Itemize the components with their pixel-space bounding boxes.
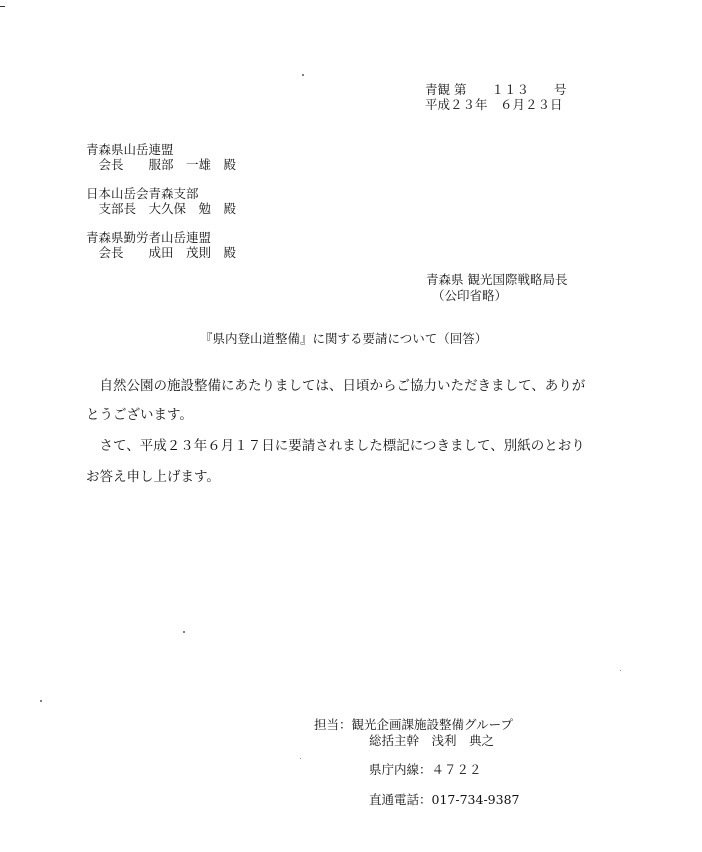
body-paragraph-1-line-1: 自然公園の施設整備にあたりましては、日頃からご協力いただきまして、ありが — [86, 378, 586, 394]
scan-speck — [302, 74, 304, 76]
scan-speck — [620, 670, 621, 671]
reference-number: 青観 第 １１３ 号 — [425, 82, 567, 97]
scan-edge-mark — [0, 6, 5, 7]
recipient-person-2: 支部長 大久保 勉 殿 — [86, 201, 237, 216]
contact-extension: 県庁内線：４７２２ — [369, 762, 482, 777]
body-paragraph-2-line-1: さて、平成２３年６月１７日に要請されました標記につきまして、別紙のとおり — [86, 438, 585, 454]
recipient-org-2: 日本山岳会青森支部 — [86, 186, 199, 201]
sender-title: 青森県 観光国際戦略局長 — [426, 272, 568, 287]
subject-line: 『県内登山道整備』に関する要請について（回答） — [200, 331, 488, 346]
recipient-person-3: 会長 成田 茂則 殿 — [86, 245, 237, 260]
contact-person: 総括主幹 浅利 典之 — [369, 733, 495, 748]
document-date: 平成２３年 ６月２３日 — [425, 97, 563, 112]
recipient-person-1: 会長 服部 一雄 殿 — [86, 157, 237, 172]
recipient-org-3: 青森県勤労者山岳連盟 — [86, 230, 212, 245]
contact-department: 担当：観光企画課施設整備グループ — [314, 717, 514, 732]
recipient-org-1: 青森県山岳連盟 — [86, 142, 174, 157]
scan-speck — [40, 700, 42, 702]
seal-omitted-note: （公印省略） — [432, 288, 508, 303]
scan-speck — [183, 631, 185, 633]
body-paragraph-1-line-2: とうございます。 — [86, 407, 193, 423]
scan-speck — [300, 758, 301, 759]
contact-direct-phone: 直通電話：017-734-9387 — [369, 792, 520, 807]
body-paragraph-2-line-2: お答え申し上げます。 — [86, 469, 220, 485]
